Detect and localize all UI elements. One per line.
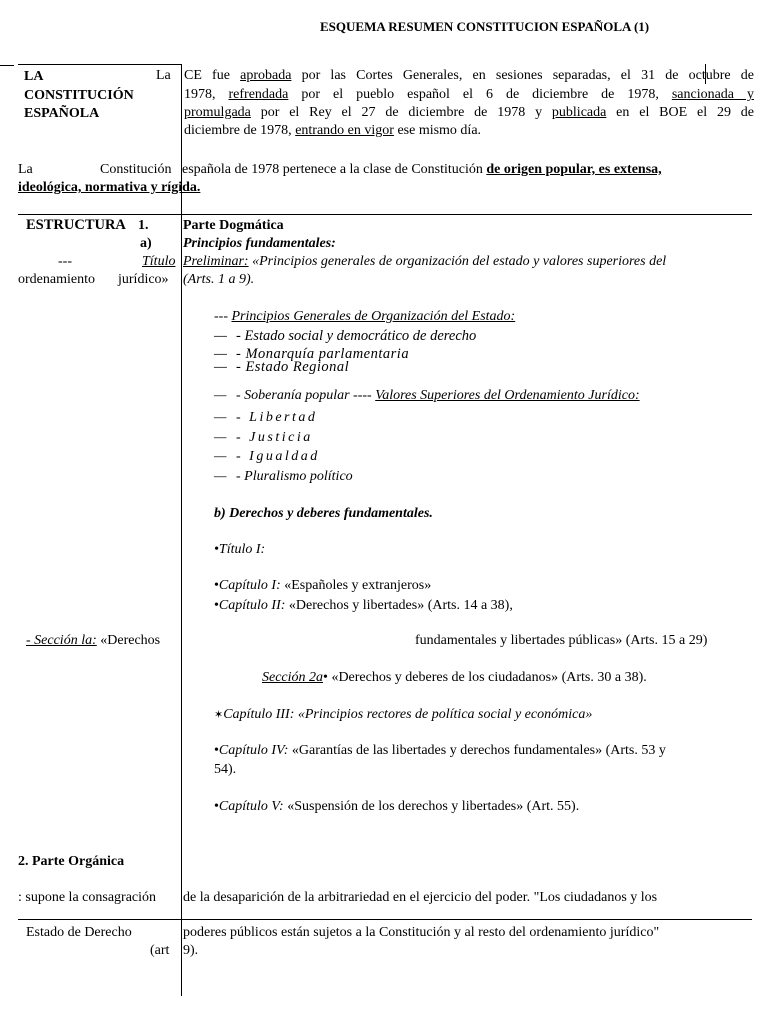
dash-mark: — bbox=[214, 469, 227, 484]
capitulo-1 bbox=[214, 577, 431, 594]
seccion-1-label: - Sección la: bbox=[26, 633, 97, 648]
intro-text: diciembre de 1978, bbox=[184, 123, 296, 138]
estructura-jur: jurídico» bbox=[118, 272, 169, 287]
corner-mark bbox=[0, 65, 14, 66]
intro-text: en el BOE el 29 de bbox=[606, 105, 755, 120]
preliminar-label: Preliminar: bbox=[183, 254, 249, 269]
vertical-divider bbox=[181, 64, 182, 996]
preliminar-text: «Principios generales de organización del estado y valores superiores del bbox=[248, 254, 667, 269]
intro-vigor: entrando en vigor bbox=[295, 123, 394, 138]
item-text: - Monarquía parlamentaria bbox=[236, 346, 410, 362]
intro-text: CE fue bbox=[184, 68, 241, 83]
intro-aprobada: aprobada bbox=[240, 68, 292, 83]
organica-right-1: de la desaparición de la arbitrariedad en el ejercicio del poder. "Los ciudadanos y los bbox=[183, 890, 658, 905]
valor-text: - Igualdad bbox=[236, 449, 320, 464]
pgoe-prefix: --- bbox=[214, 309, 232, 324]
item-text: - Estado social y democrático de derecho bbox=[236, 328, 477, 344]
valor-text: - Libertad bbox=[236, 410, 318, 425]
estructura-ord: ordenamiento bbox=[18, 272, 95, 287]
organica-estado: Estado de Derecho bbox=[26, 925, 132, 940]
class-text: española de 1978 pertenece a la clase de Constitución bbox=[182, 162, 487, 177]
estructura-a: a) bbox=[140, 236, 152, 251]
class-la: La bbox=[18, 162, 33, 177]
seccion-2-text: «Derechos y deberes de los ciudadanos» (Arts. 30 a 38). bbox=[327, 670, 647, 685]
rule-intro-top bbox=[18, 64, 182, 65]
capitulo-5-label: Capítulo V: bbox=[218, 799, 284, 814]
list-item bbox=[214, 328, 476, 345]
dash-mark: — bbox=[214, 328, 227, 344]
heading-espanola: ESPAÑOLA bbox=[24, 106, 100, 121]
seccion-1-left bbox=[26, 632, 160, 649]
class-line-1 bbox=[182, 161, 662, 178]
intro-publicada: publicada bbox=[551, 105, 607, 120]
intro-sancionada: sancionada y bbox=[671, 87, 755, 102]
pgoe-heading: Principios Generales de Organización del Estado: bbox=[231, 309, 516, 324]
intro-la-word: La bbox=[156, 68, 171, 83]
organica-left-1: : supone la consagración bbox=[18, 890, 157, 905]
list-item bbox=[214, 359, 349, 376]
intro-promulgada: promulgada bbox=[184, 105, 251, 120]
list-item bbox=[214, 387, 640, 404]
rule-estructura bbox=[18, 214, 752, 215]
heading-la: LA bbox=[24, 69, 44, 84]
capitulo-1-text: «Españoles y extranjeros» bbox=[280, 578, 432, 593]
valor-item bbox=[214, 409, 317, 426]
dash-mark: — bbox=[214, 430, 229, 445]
capitulo-5-text: «Suspensión de los derechos y libertades» (Art. 55). bbox=[283, 799, 580, 814]
intro-line-4 bbox=[184, 122, 481, 139]
intro-text: 1978, bbox=[184, 87, 229, 102]
bullet-icon: • bbox=[323, 670, 328, 685]
item-text: - Estado Regional bbox=[236, 359, 350, 375]
valor-item bbox=[214, 468, 353, 485]
valor-text: - Pluralismo político bbox=[236, 469, 353, 484]
preliminar-line bbox=[183, 253, 666, 270]
organica-right-2: poderes públicos están sujetos a la Constitución y al resto del ordenamiento jurídico" bbox=[183, 925, 660, 940]
valor-text: - Justicia bbox=[236, 430, 313, 445]
capitulo-1-label: Capítulo I: bbox=[218, 578, 281, 593]
organica-art: (art bbox=[150, 943, 170, 958]
class-bold-2: ideológica, normativa y rígida. bbox=[18, 180, 201, 195]
bullet-icon: • bbox=[214, 598, 219, 613]
intro-line-2 bbox=[184, 86, 754, 103]
capitulo-2-label: Capítulo II: bbox=[218, 598, 286, 613]
item-text: - Soberanía popular ---- bbox=[236, 388, 376, 403]
page-title: ESQUEMA RESUMEN CONSTITUCION ESPAÑOLA (1) bbox=[320, 19, 650, 34]
valor-item bbox=[214, 429, 313, 446]
intro-text: ese mismo día. bbox=[393, 123, 482, 138]
principios-fundamentales: Principios fundamentales: bbox=[183, 236, 336, 251]
intro-refrendada: refrendada bbox=[228, 87, 289, 102]
bullet-icon: • bbox=[214, 578, 219, 593]
bullet-icon: • bbox=[214, 743, 219, 758]
intro-line-3 bbox=[184, 104, 754, 121]
seccion-1-a: «Derechos bbox=[96, 633, 161, 648]
intro-text: por el pueblo español el 6 de diciembre de 1978, bbox=[288, 87, 672, 102]
estructura-dash: --- bbox=[58, 254, 72, 269]
star-icon: ✶ bbox=[214, 709, 224, 721]
capitulo-4-text: «Garantías de las libertades y derechos fundamentales» (Arts. 53 y bbox=[288, 743, 666, 758]
capitulo-5 bbox=[214, 798, 579, 815]
dash-mark: — bbox=[214, 449, 229, 464]
parte-organica: 2. Parte Orgánica bbox=[18, 854, 125, 869]
capitulo-2 bbox=[214, 597, 513, 614]
titulo-1 bbox=[214, 541, 265, 558]
rule-organica bbox=[18, 919, 752, 920]
estructura-num: 1. bbox=[138, 218, 149, 233]
dash-mark: — bbox=[214, 388, 227, 403]
dash-mark: — bbox=[214, 346, 228, 362]
capitulo-3-text: Capítulo III: «Principios rectores de política social y económica» bbox=[223, 707, 593, 722]
capitulo-4-cont: 54). bbox=[214, 762, 237, 777]
class-bold-1: de origen popular, es extensa, bbox=[486, 162, 662, 177]
arts-line: (Arts. 1 a 9). bbox=[183, 272, 255, 287]
capitulo-2-text: «Derechos y libertades» (Arts. 14 a 38), bbox=[285, 598, 513, 613]
bullet-icon: • bbox=[214, 799, 219, 814]
valor-item bbox=[214, 448, 320, 465]
vsoj-heading: Valores Superiores del Ordenamiento Jurídico: bbox=[375, 388, 640, 403]
capitulo-3 bbox=[214, 706, 592, 724]
capitulo-4-label: Capítulo IV: bbox=[218, 743, 289, 758]
derechos-heading: b) Derechos y deberes fundamentales. bbox=[214, 506, 433, 521]
titulo-1-text: Título I: bbox=[218, 542, 266, 557]
capitulo-4 bbox=[214, 742, 666, 759]
bullet-icon: • bbox=[214, 542, 219, 557]
dash-mark: — bbox=[214, 359, 228, 375]
intro-line-1 bbox=[184, 67, 754, 84]
class-constitucion: Constitución bbox=[100, 162, 172, 177]
seccion-2 bbox=[262, 669, 647, 686]
intro-text: por las Cortes Generales, en sesiones separadas, el 31 de octubre de bbox=[291, 68, 754, 83]
heading-constitucion: CONSTITUCIÓN bbox=[24, 88, 134, 103]
pgoe-line bbox=[214, 308, 515, 325]
dash-mark: — bbox=[214, 410, 229, 425]
parte-dogmatica: Parte Dogmática bbox=[183, 218, 284, 233]
estructura-titulo: Título bbox=[142, 254, 176, 269]
organica-right-3: 9). bbox=[183, 943, 199, 958]
seccion-2-label: Sección 2a bbox=[262, 670, 324, 685]
intro-text: por el Rey el 27 de diciembre de 1978 y bbox=[250, 105, 552, 120]
seccion-1-right: fundamentales y libertades públicas» (Arts. 15 a 29) bbox=[415, 633, 708, 648]
estructura-title: ESTRUCTURA bbox=[26, 217, 126, 233]
